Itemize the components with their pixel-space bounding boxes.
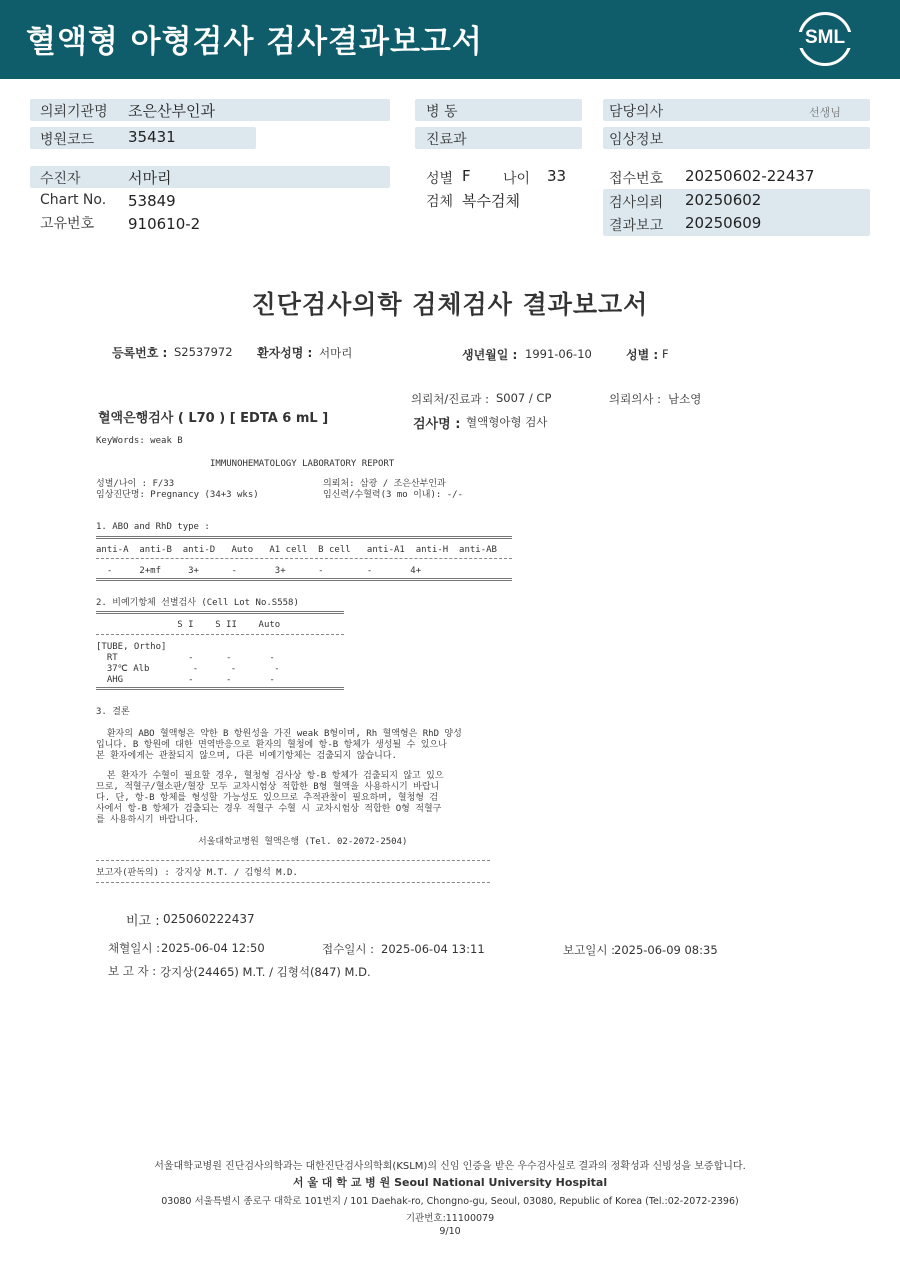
ab-headers: S I S II Auto [96, 620, 281, 630]
page-number: 9/10 [439, 1226, 461, 1237]
test-category: 혈액은행검사 ( L70 ) [ EDTA 6 mL ] [98, 411, 329, 426]
conclusion-line: 사에서 항-B 항체가 검출되는 경우 적혈구 수혈 시 교차시험상 적합한 O형 적혈구 [96, 804, 442, 814]
result-value: 20250609 [685, 214, 762, 232]
unique-value: 910610-2 [128, 215, 201, 233]
patient-box [30, 166, 390, 188]
name-value: 서마리 [319, 346, 353, 360]
patient-value: 서마리 [128, 169, 172, 187]
report-title: 진단검사의학 검체검사 결과보고서 [251, 290, 649, 319]
abo-headers: anti-A anti-B anti-D Auto A1 cell B cell anti-A1 anti-H anti-AB [96, 545, 497, 555]
divider [96, 860, 490, 861]
conclusion-line: 환자의 ABO 혈액형은 약한 B 항원성을 가진 weak B형이며, Rh 혈액형은 RhD 양성 [96, 729, 462, 739]
divider [96, 611, 344, 614]
reg-label: 등록번호 : [112, 346, 168, 360]
request-value: 20250602 [685, 191, 762, 209]
section-1-title: 1. ABO and RhD type : [96, 522, 210, 532]
department-label: 진료과 [426, 132, 467, 148]
conclusion-line: 입니다. B 항원에 대한 면역반응으로 환자의 혈청에 항-B 항체가 생성될 수 있으나 [96, 740, 447, 750]
section-2-title: 2. 비예기항체 선별검사 (Cell Lot No.S558) [96, 598, 299, 608]
reporter-value: 강지상(24465) M.T. / 김형석(847) M.D. [160, 965, 371, 979]
reporter-label: 보 고 자 : [108, 964, 157, 978]
divider [96, 882, 490, 883]
divider [96, 687, 344, 690]
report-sex-label: 성별 : [626, 348, 659, 362]
clinical-label: 임상정보 [609, 132, 664, 148]
patient-label: 수진자 [40, 171, 81, 187]
receive-label: 접수일시 : [322, 942, 374, 956]
sex-label: 성별 [426, 171, 454, 187]
conclusion-line: 므로, 적혈구/혈소판/혈장 모두 교차시험상 적합한 B형 혈액을 사용하시기 바랍니 [96, 782, 440, 792]
collect-label: 채혈일시 : [108, 941, 160, 955]
test-name-label: 검사명 : [413, 417, 461, 432]
divider [96, 634, 344, 635]
result-label: 결과보고 [609, 218, 664, 234]
test-name-value: 혈액형아형 검사 [466, 415, 548, 429]
req-doctor-value: 남소영 [668, 392, 702, 406]
collect-value: 2025-06-04 12:50 [161, 941, 265, 955]
req-doctor-label: 의뢰의사 : [609, 392, 661, 406]
diagnosis: 임상진단명: Pregnancy (34+3 wks) [96, 490, 259, 500]
section-3-title: 3. 결론 [96, 707, 130, 717]
chart-value: 53849 [128, 192, 176, 210]
institution-value: 조은산부인과 [128, 102, 215, 120]
report-date-label: 보고일시 : [563, 943, 615, 957]
bloodbank-contact: 서울대학교병원 혈액은행 (Tel. 02-2072-2504) [198, 837, 408, 847]
ab-row: [TUBE, Ortho] [96, 642, 167, 652]
dob-label: 생년월일 : [462, 348, 518, 362]
receipt-label: 접수번호 [609, 171, 664, 187]
hospital-code-label: 병원코드 [40, 132, 95, 148]
request-label: 검사의뢰 [609, 195, 664, 211]
chart-label: Chart No. [40, 192, 107, 208]
divider [96, 578, 512, 581]
logo-text: SML [804, 27, 846, 48]
footer-institution-number: 기관번호:11100079 [405, 1213, 495, 1224]
age-label: 나이 [503, 171, 531, 187]
divider [96, 558, 512, 559]
specimen-value: 복수검체 [462, 192, 520, 210]
remark-label: 비고 : [126, 914, 160, 929]
lab-title: IMMUNOHEMATOLOGY LABORATORY REPORT [210, 459, 395, 469]
sex-age: 성별/나이 : F/33 [96, 479, 175, 489]
divider [96, 536, 512, 539]
keywords: KeyWords: weak B [96, 436, 183, 446]
referrer: 의뢰처: 삼광 / 조은산부인과 [323, 479, 446, 489]
pregnancy: 임신력/수혈력(3 mo 이내): -/- [323, 490, 463, 500]
conclusion-line: 본 환자가 수혈이 필요할 경우, 혈청형 검사상 항-B 항체가 검출되지 않고 있으 [96, 771, 444, 781]
report-sex-value: F [662, 347, 669, 361]
report-date-value: 2025-06-09 08:35 [614, 943, 718, 957]
name-label: 환자성명 : [257, 346, 313, 360]
conclusion-line: 다. 단, 항-B 항체를 형성할 가능성도 있으므로 추적관찰이 필요하며, 혈청형 검 [96, 793, 439, 803]
dept-value: S007 / CP [496, 391, 552, 405]
conclusion-line: 본 환자에게는 관찰되지 않으며, 다른 비예기항체는 검출되지 않습니다. [96, 751, 397, 761]
specimen-label: 검체 [426, 194, 454, 210]
ab-row: AHG - - - [96, 675, 275, 685]
hospital-code-value: 35431 [128, 128, 176, 146]
ab-row: RT - - - [96, 653, 275, 663]
ward-label: 병 동 [426, 104, 458, 120]
sex-value: F [462, 167, 471, 185]
reg-value: S2537972 [174, 345, 233, 359]
footer-certification: 서울대학교병원 진단검사의학과는 대한진단검사의학회(KSLM)의 신임 인증을 받은 우수검사실로 결과의 정확성과 신빙성을 보증합니다. [154, 1161, 746, 1172]
unique-label: 고유번호 [40, 216, 95, 232]
ab-row: 37℃ Alb - - - [96, 664, 280, 674]
sml-logo [798, 12, 852, 66]
header-bar [0, 0, 900, 79]
doctor-label: 담당의사 [609, 104, 664, 120]
footer-hospital: 서 울 대 학 교 병 원 Seoul National University Hospital [292, 1176, 608, 1189]
age-value: 33 [547, 167, 567, 185]
page-title: 혈액형 아형검사 검사결과보고서 [26, 24, 483, 60]
dob-value: 1991-06-10 [525, 347, 592, 361]
dept-label: 의뢰처/진료과 : [411, 392, 490, 406]
institution-label: 의뢰기관명 [40, 104, 108, 120]
receipt-value: 20250602-22437 [685, 167, 815, 185]
receive-value: 2025-06-04 13:11 [381, 942, 485, 956]
conclusion-line: 를 사용하시기 바랍니다. [96, 815, 200, 825]
abo-values: - 2+mf 3+ - 3+ - - 4+ [96, 566, 422, 576]
doctor-suffix: 선생님 [809, 106, 841, 119]
reporter-line: 보고자(판독의) : 강지상 M.T. / 김형석 M.D. [96, 868, 298, 878]
footer-address: 03080 서울특별시 종로구 대학로 101번지 / 101 Daehak-ro, Chongno-gu, Seoul, 03080, Republic of Korea (Tel.:02-2072-2396) [161, 1196, 739, 1207]
remark-value: 025060222437 [163, 912, 255, 926]
